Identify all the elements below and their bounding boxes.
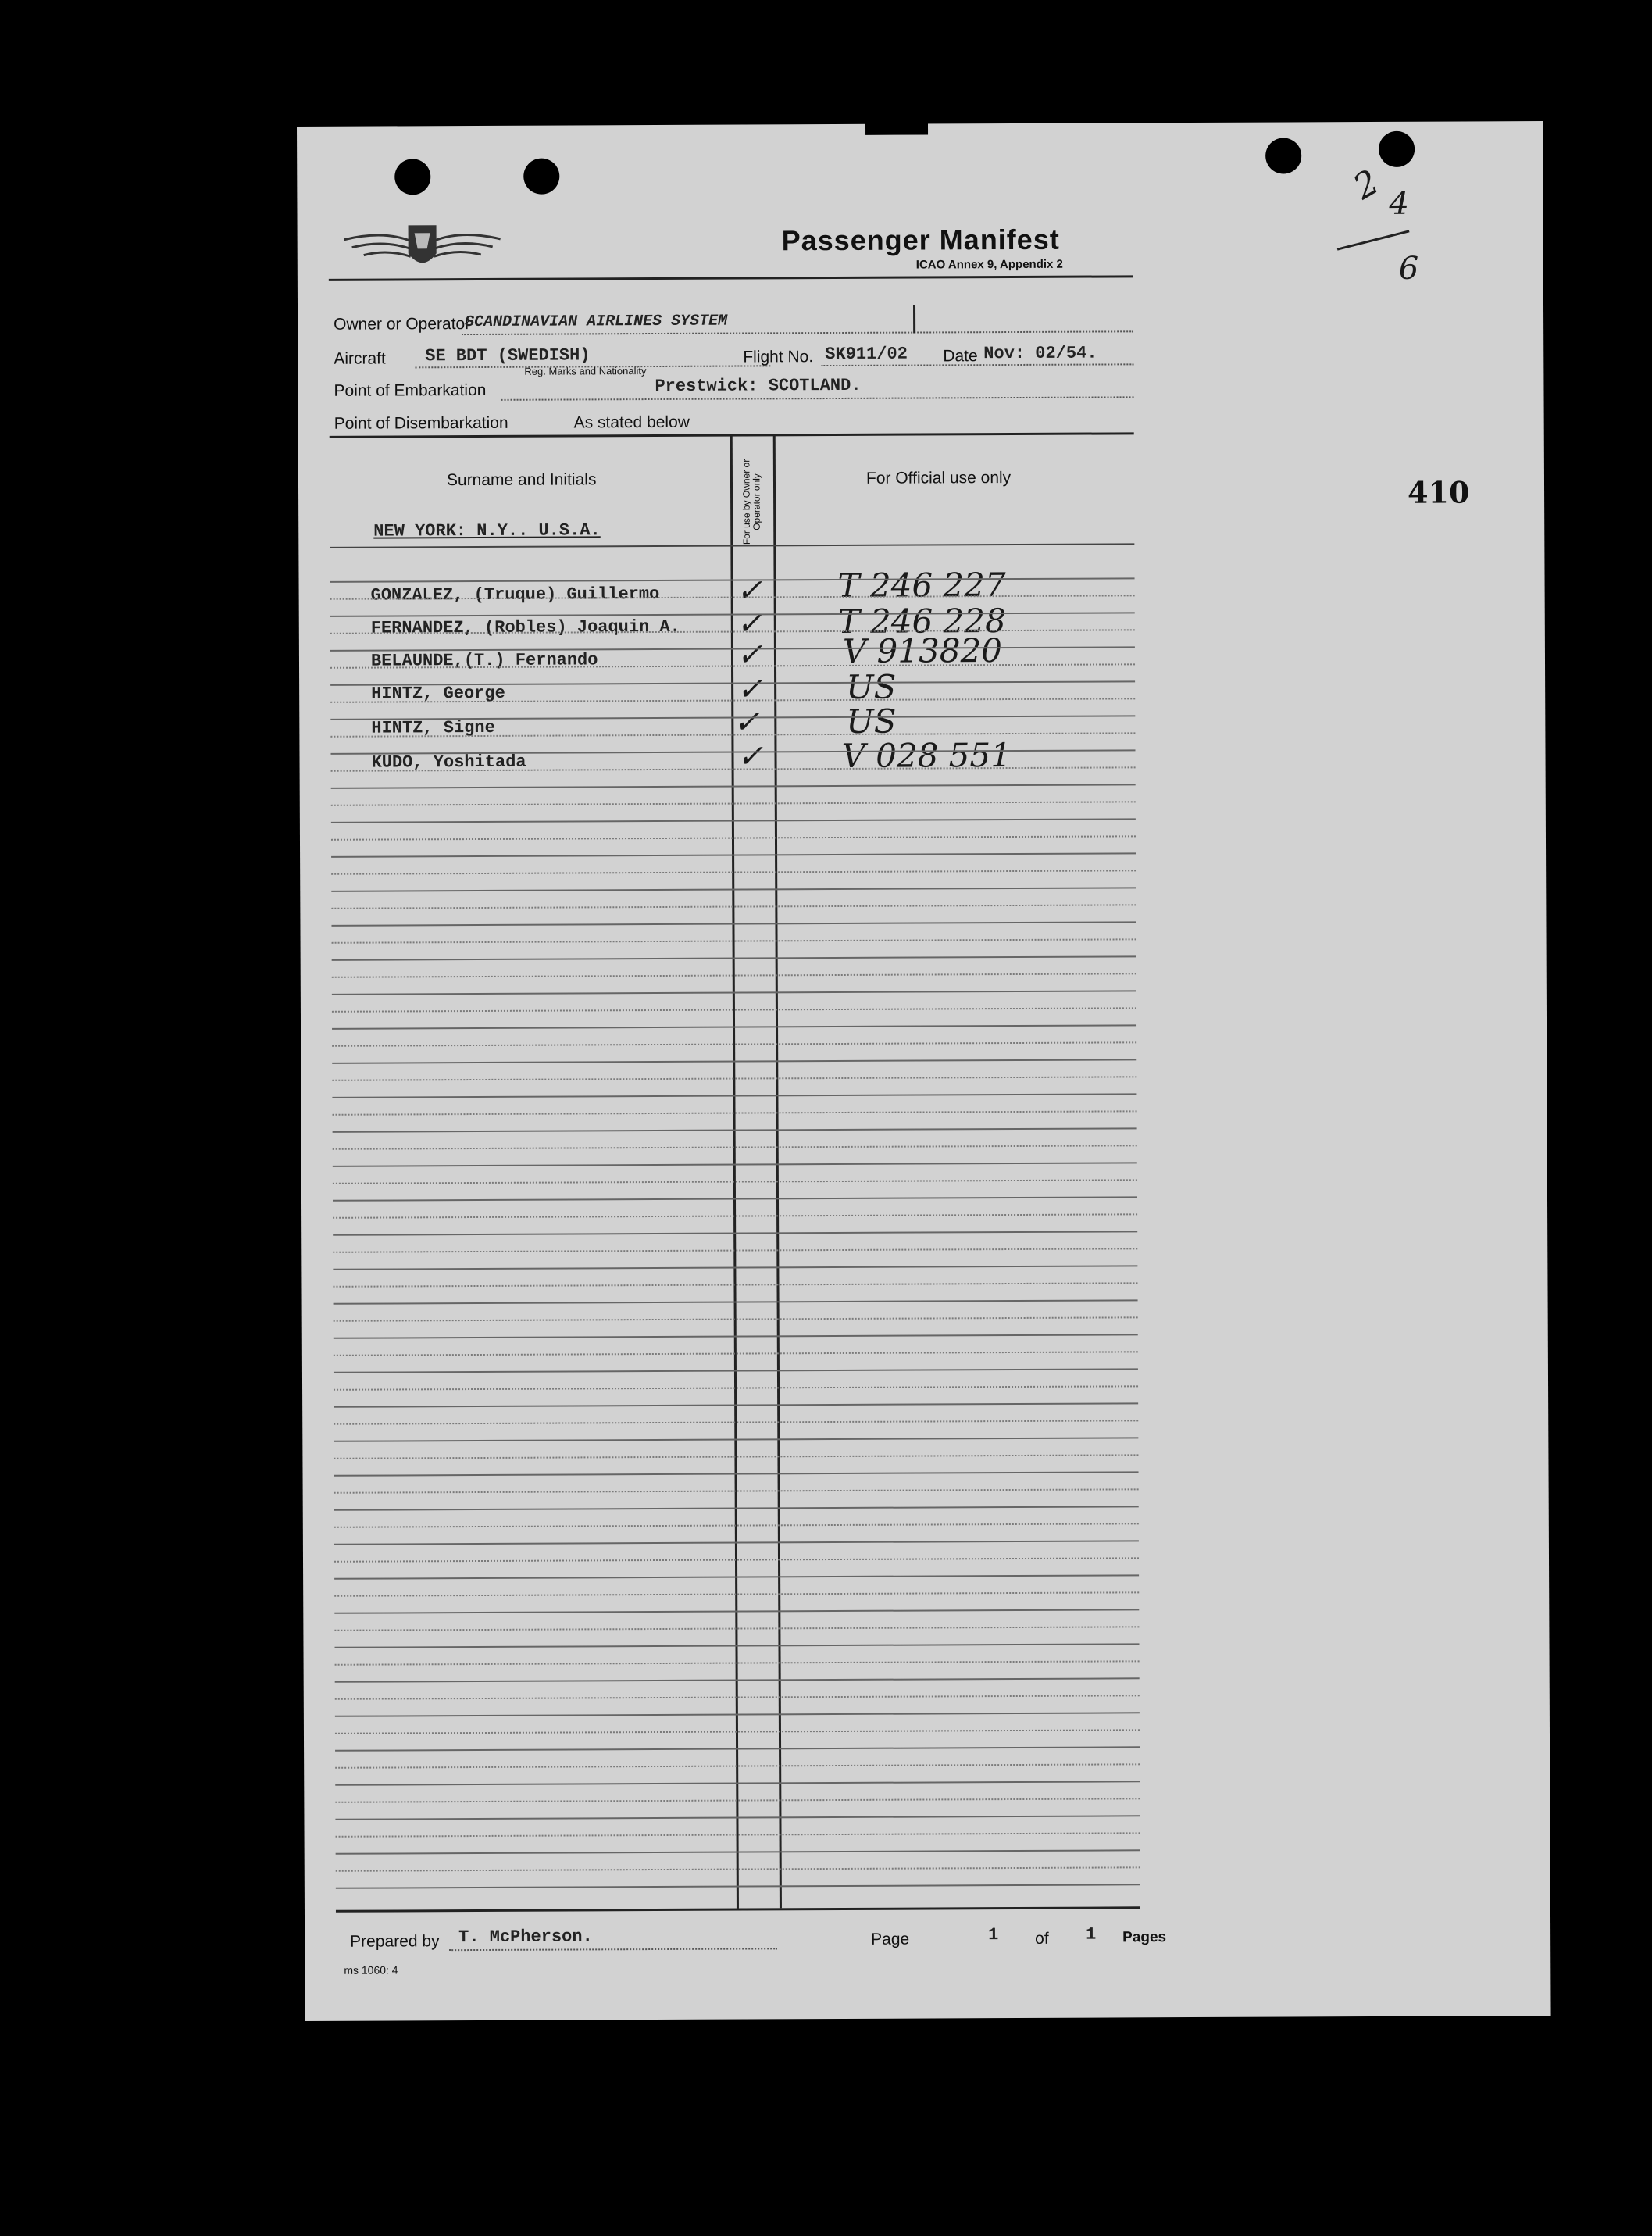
margin-note-slash — [1337, 230, 1410, 250]
pages-label: Pages — [1122, 1929, 1167, 1946]
stamped-number: 410 — [1407, 474, 1470, 510]
aircraft-label: Aircraft — [334, 349, 386, 368]
operator-check: ✓ — [736, 573, 763, 609]
passenger-name: FERNANDEZ, (Robles) Joaquin A. — [370, 616, 680, 638]
operator-check: ✓ — [736, 605, 763, 642]
form-reference: ICAO Annex 9, Appendix 2 — [915, 257, 1063, 272]
flight-line — [821, 363, 1133, 366]
passenger-name: HINTZ, Signe — [371, 717, 495, 738]
official-entry: T 246 228 — [837, 602, 1006, 641]
of-value: 1 — [1086, 1924, 1097, 1945]
disembark-label: Point of Disembarkation — [334, 413, 508, 433]
owner-line — [462, 330, 1133, 335]
punch-hole — [1379, 131, 1415, 167]
page-label: Page — [871, 1930, 910, 1948]
operator-check: ✓ — [733, 704, 760, 741]
page-value: 1 — [988, 1925, 999, 1945]
official-entry: US — [846, 702, 897, 741]
column-header-surname: Surname and Initials — [446, 470, 597, 490]
owner-label: Owner or Operator — [334, 315, 471, 334]
passenger-name: HINTZ, George — [371, 683, 505, 704]
flight-label: Flight No. — [743, 348, 814, 366]
margin-note-bottom: 6 — [1398, 250, 1419, 287]
passenger-name: GONZALEZ, (Truque) Guillermo — [370, 584, 660, 605]
manifest-sheet — [297, 121, 1551, 2021]
margin-note-mid: 4 — [1389, 185, 1409, 222]
date-label: Date — [943, 347, 978, 366]
embark-label: Point of Embarkation — [334, 380, 487, 400]
prepared-label: Prepared by — [350, 1932, 440, 1951]
operator-check: ✓ — [737, 738, 764, 775]
form-title: Passenger Manifest — [781, 223, 1060, 257]
flight-value: SK911/02 — [825, 344, 908, 365]
official-entry: T 246 227 — [837, 566, 1006, 605]
official-entry: US — [846, 667, 897, 706]
operator-check: ✓ — [736, 637, 763, 673]
column-header-official: For Official use only — [865, 469, 1012, 488]
column-header-operator: For use by Owner or Operator only — [740, 459, 762, 545]
reg-marks-label: Reg. Marks and Nationality — [524, 365, 647, 377]
punch-hole — [523, 159, 559, 195]
embark-value: Prestwick: SCOTLAND. — [655, 375, 862, 397]
date-value: Nov: 02/54. — [983, 343, 1097, 364]
prepared-value: T. McPherson. — [458, 1927, 593, 1948]
official-entry: V 913820 — [842, 631, 1003, 670]
aircraft-value: SE BDT (SWEDISH) — [425, 345, 591, 366]
column-divider-right — [773, 435, 782, 1908]
destination-heading: NEW YORK: N.Y.. U.S.A. — [373, 520, 601, 541]
airline-wings-logo-icon — [337, 216, 508, 279]
owner-mark — [913, 305, 915, 334]
torn-notch — [865, 114, 928, 134]
official-entry: V 028 551 — [841, 736, 1012, 775]
passenger-name: KUDO, Yoshitada — [371, 752, 526, 773]
owner-value: SCANDINAVIAN AIRLINES SYSTEM — [465, 312, 728, 332]
disembark-value: As stated below — [573, 413, 690, 432]
of-label: of — [1035, 1929, 1049, 1948]
margin-note-top: 2 — [1347, 162, 1386, 208]
punch-hole — [1265, 138, 1301, 173]
punch-hole — [394, 159, 430, 195]
operator-check: ✓ — [737, 671, 763, 708]
passenger-name: BELAUNDE,(T.) Fernando — [370, 650, 598, 671]
form-number: ms 1060: 4 — [344, 1963, 398, 1977]
prepared-line — [449, 1948, 777, 1951]
embark-line — [501, 396, 1134, 401]
